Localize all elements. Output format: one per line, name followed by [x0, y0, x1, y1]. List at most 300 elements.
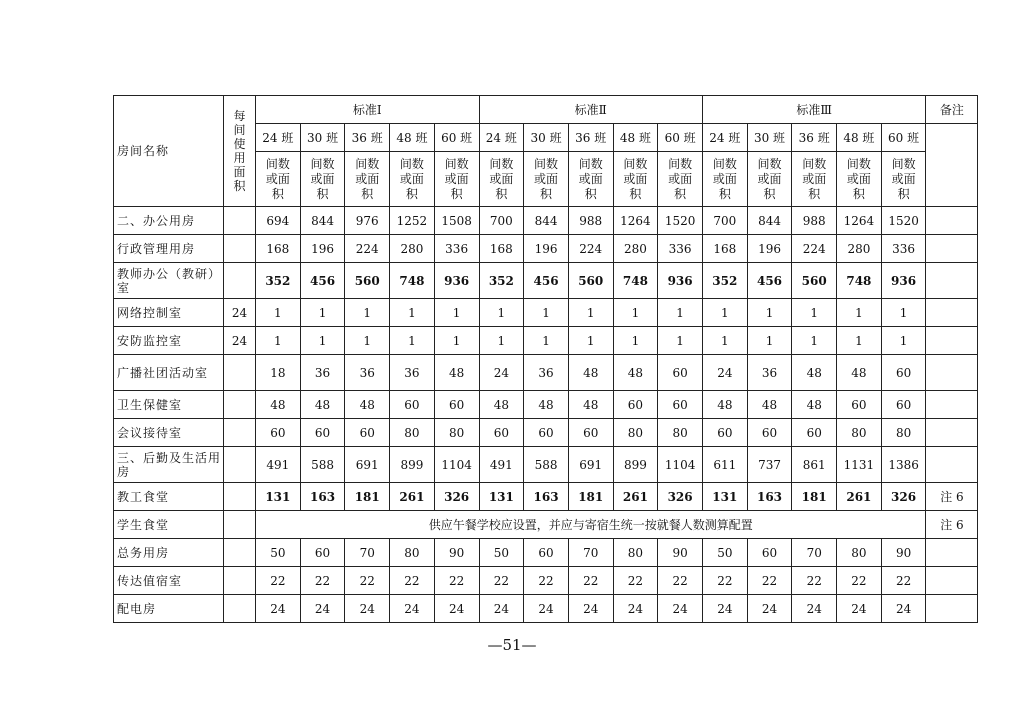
row-value: 588 — [524, 447, 569, 483]
row-per-room-area — [224, 483, 256, 511]
row-value: 1 — [837, 327, 882, 355]
row-value: 456 — [747, 263, 792, 299]
row-value: 1104 — [434, 447, 479, 483]
row-value: 844 — [524, 207, 569, 235]
row-value: 326 — [658, 483, 703, 511]
header-unit-text: 间数或面积 — [310, 156, 335, 201]
row-per-room-area — [224, 595, 256, 623]
row-remark — [926, 391, 978, 419]
row-room-name: 安防监控室 — [114, 327, 224, 355]
header-class-count: 36 班 — [792, 124, 837, 152]
row-value: 1104 — [658, 447, 703, 483]
row-value: 22 — [837, 567, 882, 595]
header-unit-text: 间数或面积 — [846, 156, 871, 201]
header-unit — [658, 152, 703, 207]
row-value: 80 — [390, 539, 435, 567]
row-value: 60 — [881, 355, 926, 391]
row-value: 24 — [345, 595, 390, 623]
row-value: 988 — [568, 207, 613, 235]
row-value: 936 — [881, 263, 926, 299]
row-per-room-area — [224, 419, 256, 447]
row-value: 326 — [434, 483, 479, 511]
row-value: 22 — [524, 567, 569, 595]
row-value: 224 — [568, 235, 613, 263]
header-unit — [792, 152, 837, 207]
row-value: 60 — [390, 391, 435, 419]
row-value: 48 — [568, 355, 613, 391]
row-room-name: 总务用房 — [114, 539, 224, 567]
row-merged-note: 供应午餐学校应设置，并应与寄宿生统一按就餐人数测算配置 — [256, 511, 926, 539]
row-value: 60 — [300, 419, 345, 447]
row-remark — [926, 567, 978, 595]
header-class-count: 30 班 — [524, 124, 569, 152]
row-value: 1 — [702, 299, 747, 327]
row-value: 48 — [479, 391, 524, 419]
row-value: 1 — [613, 299, 658, 327]
header-unit — [256, 152, 301, 207]
row-value: 1 — [881, 299, 926, 327]
row-value: 1 — [479, 299, 524, 327]
row-value: 224 — [345, 235, 390, 263]
row-value: 48 — [524, 391, 569, 419]
row-room-name: 行政管理用房 — [114, 235, 224, 263]
row-value: 24 — [702, 355, 747, 391]
row-value: 611 — [702, 447, 747, 483]
table-row — [114, 235, 978, 263]
row-value: 60 — [658, 355, 703, 391]
header-class-count: 48 班 — [837, 124, 882, 152]
header-unit — [300, 152, 345, 207]
row-value: 261 — [837, 483, 882, 511]
row-value: 899 — [390, 447, 435, 483]
row-value: 1 — [345, 299, 390, 327]
row-value: 336 — [881, 235, 926, 263]
row-value: 60 — [256, 419, 301, 447]
row-per-room-area: 24 — [224, 299, 256, 327]
row-per-room-area: 24 — [224, 327, 256, 355]
row-per-room-area — [224, 567, 256, 595]
row-per-room-area — [224, 263, 256, 299]
row-value: 80 — [390, 419, 435, 447]
row-value: 168 — [479, 235, 524, 263]
row-value: 24 — [613, 595, 658, 623]
header-class-count: 60 班 — [434, 124, 479, 152]
row-value: 700 — [702, 207, 747, 235]
row-value: 60 — [613, 391, 658, 419]
row-room-name: 网络控制室 — [114, 299, 224, 327]
row-value: 48 — [300, 391, 345, 419]
header-unit — [881, 152, 926, 207]
row-value: 1520 — [658, 207, 703, 235]
header-unit — [837, 152, 882, 207]
row-value: 24 — [837, 595, 882, 623]
row-value: 1131 — [837, 447, 882, 483]
row-value: 22 — [434, 567, 479, 595]
row-value: 844 — [300, 207, 345, 235]
row-value: 22 — [345, 567, 390, 595]
row-value: 224 — [792, 235, 837, 263]
row-remark — [926, 447, 978, 483]
row-value: 588 — [300, 447, 345, 483]
row-per-room-area — [224, 511, 256, 539]
row-remark — [926, 595, 978, 623]
row-value: 48 — [792, 355, 837, 391]
header-unit — [702, 152, 747, 207]
row-value: 899 — [613, 447, 658, 483]
row-value: 24 — [568, 595, 613, 623]
header-remarks-blank — [926, 124, 978, 207]
row-value: 1508 — [434, 207, 479, 235]
row-value: 48 — [434, 355, 479, 391]
row-remark — [926, 299, 978, 327]
header-unit — [390, 152, 435, 207]
row-value: 60 — [524, 539, 569, 567]
row-per-room-area — [224, 447, 256, 483]
row-remark — [926, 207, 978, 235]
row-value: 1 — [881, 327, 926, 355]
row-per-room-area — [224, 355, 256, 391]
row-value: 1 — [837, 299, 882, 327]
table-row — [114, 419, 978, 447]
row-value: 80 — [837, 419, 882, 447]
row-value: 24 — [256, 595, 301, 623]
row-value: 181 — [792, 483, 837, 511]
row-value: 1 — [613, 327, 658, 355]
row-value: 80 — [613, 419, 658, 447]
page-number: —51— — [487, 636, 537, 654]
row-value: 48 — [568, 391, 613, 419]
row-value: 163 — [524, 483, 569, 511]
table-row — [114, 447, 978, 483]
header-remarks: 备注 — [926, 96, 978, 124]
table-row — [114, 595, 978, 623]
row-value: 1 — [568, 327, 613, 355]
row-value: 352 — [702, 263, 747, 299]
row-value: 24 — [434, 595, 479, 623]
row-value: 36 — [524, 355, 569, 391]
header-unit-text: 间数或面积 — [355, 156, 380, 201]
table-row — [114, 327, 978, 355]
row-per-room-area — [224, 539, 256, 567]
row-value: 24 — [658, 595, 703, 623]
header-unit — [345, 152, 390, 207]
row-value: 131 — [256, 483, 301, 511]
row-remark — [926, 419, 978, 447]
row-value: 1 — [747, 327, 792, 355]
row-value: 48 — [256, 391, 301, 419]
row-value: 261 — [613, 483, 658, 511]
row-value: 48 — [613, 355, 658, 391]
row-value: 80 — [837, 539, 882, 567]
row-value: 196 — [524, 235, 569, 263]
row-value: 24 — [479, 355, 524, 391]
header-class-count: 24 班 — [702, 124, 747, 152]
row-value: 1 — [434, 299, 479, 327]
row-value: 22 — [568, 567, 613, 595]
header-class-count: 30 班 — [747, 124, 792, 152]
row-room-name: 教师办公（教研）室 — [114, 263, 224, 299]
row-value: 18 — [256, 355, 301, 391]
row-value: 36 — [345, 355, 390, 391]
header-class-count: 30 班 — [300, 124, 345, 152]
row-remark: 注 6 — [926, 483, 978, 511]
row-value: 163 — [747, 483, 792, 511]
row-value: 1 — [300, 327, 345, 355]
room-area-table — [113, 95, 978, 623]
row-remark — [926, 355, 978, 391]
row-value: 80 — [613, 539, 658, 567]
header-standard: 标准Ⅱ — [479, 96, 702, 124]
row-value: 491 — [256, 447, 301, 483]
row-value: 1 — [390, 299, 435, 327]
table-row — [114, 483, 978, 511]
row-value: 60 — [792, 419, 837, 447]
header-standard: 标准Ⅰ — [256, 96, 480, 124]
row-value: 131 — [702, 483, 747, 511]
row-value: 560 — [568, 263, 613, 299]
row-value: 1252 — [390, 207, 435, 235]
row-value: 60 — [434, 391, 479, 419]
row-value: 1386 — [881, 447, 926, 483]
header-class-count: 36 班 — [345, 124, 390, 152]
row-value: 80 — [658, 419, 703, 447]
row-value: 700 — [479, 207, 524, 235]
row-value: 60 — [747, 419, 792, 447]
row-value: 844 — [747, 207, 792, 235]
table-row — [114, 299, 978, 327]
row-value: 48 — [747, 391, 792, 419]
row-value: 80 — [434, 419, 479, 447]
row-value: 1264 — [837, 207, 882, 235]
row-value: 861 — [792, 447, 837, 483]
row-value: 70 — [345, 539, 390, 567]
row-value: 70 — [568, 539, 613, 567]
header-unit-text: 间数或面积 — [399, 156, 424, 201]
row-value: 936 — [434, 263, 479, 299]
row-value: 60 — [345, 419, 390, 447]
row-value: 48 — [345, 391, 390, 419]
row-value: 1 — [434, 327, 479, 355]
row-value: 280 — [613, 235, 658, 263]
row-value: 1 — [568, 299, 613, 327]
row-value: 168 — [256, 235, 301, 263]
row-value: 24 — [524, 595, 569, 623]
row-per-room-area — [224, 391, 256, 419]
row-value: 24 — [747, 595, 792, 623]
row-value: 36 — [747, 355, 792, 391]
row-value: 24 — [300, 595, 345, 623]
row-value: 60 — [658, 391, 703, 419]
row-value: 131 — [479, 483, 524, 511]
row-value: 50 — [479, 539, 524, 567]
header-class-count: 48 班 — [613, 124, 658, 152]
header-unit-text: 间数或面积 — [489, 156, 514, 201]
row-value: 1 — [256, 327, 301, 355]
header-unit-text: 间数或面积 — [891, 156, 916, 201]
table-row — [114, 263, 978, 299]
row-value: 163 — [300, 483, 345, 511]
row-value: 1 — [479, 327, 524, 355]
row-value: 90 — [658, 539, 703, 567]
row-value: 560 — [345, 263, 390, 299]
header-class-count: 48 班 — [390, 124, 435, 152]
row-value: 1 — [658, 327, 703, 355]
row-value: 491 — [479, 447, 524, 483]
row-value: 988 — [792, 207, 837, 235]
row-value: 456 — [524, 263, 569, 299]
row-value: 1 — [390, 327, 435, 355]
header-unit — [524, 152, 569, 207]
header-unit — [613, 152, 658, 207]
row-value: 24 — [390, 595, 435, 623]
table-row — [114, 355, 978, 391]
row-remark — [926, 327, 978, 355]
row-value: 60 — [568, 419, 613, 447]
row-value: 1 — [702, 327, 747, 355]
row-value: 1 — [658, 299, 703, 327]
row-value: 352 — [256, 263, 301, 299]
header-class-count: 24 班 — [256, 124, 301, 152]
row-value: 60 — [702, 419, 747, 447]
table-row — [114, 567, 978, 595]
row-value: 22 — [390, 567, 435, 595]
row-value: 60 — [300, 539, 345, 567]
row-value: 22 — [747, 567, 792, 595]
table-row — [114, 391, 978, 419]
row-value: 1 — [524, 327, 569, 355]
row-value: 24 — [792, 595, 837, 623]
row-value: 48 — [702, 391, 747, 419]
row-value: 36 — [300, 355, 345, 391]
row-room-name: 传达值宿室 — [114, 567, 224, 595]
row-value: 748 — [390, 263, 435, 299]
header-unit-text: 间数或面积 — [623, 156, 648, 201]
row-value: 60 — [524, 419, 569, 447]
row-value: 24 — [881, 595, 926, 623]
row-remark — [926, 235, 978, 263]
row-value: 22 — [256, 567, 301, 595]
row-value: 36 — [390, 355, 435, 391]
header-unit-text: 间数或面积 — [534, 156, 559, 201]
header-class-count: 60 班 — [658, 124, 703, 152]
row-value: 90 — [881, 539, 926, 567]
header-unit-text: 间数或面积 — [757, 156, 782, 201]
row-per-room-area — [224, 235, 256, 263]
row-remark — [926, 263, 978, 299]
row-value: 168 — [702, 235, 747, 263]
row-room-name: 会议接待室 — [114, 419, 224, 447]
header-per-room-area-text: 每间使用面积 — [233, 109, 246, 193]
row-value: 50 — [256, 539, 301, 567]
table-row — [114, 511, 978, 539]
row-value: 48 — [837, 355, 882, 391]
row-value: 737 — [747, 447, 792, 483]
row-value: 936 — [658, 263, 703, 299]
row-value: 22 — [702, 567, 747, 595]
row-value: 976 — [345, 207, 390, 235]
row-value: 22 — [881, 567, 926, 595]
row-room-name: 教工食堂 — [114, 483, 224, 511]
header-unit — [434, 152, 479, 207]
row-value: 22 — [613, 567, 658, 595]
header-per-room-area — [224, 96, 256, 207]
table-row — [114, 539, 978, 567]
row-value: 694 — [256, 207, 301, 235]
row-value: 326 — [881, 483, 926, 511]
row-value: 181 — [568, 483, 613, 511]
row-value: 352 — [479, 263, 524, 299]
table-row — [114, 207, 978, 235]
row-value: 90 — [434, 539, 479, 567]
header-unit-text: 间数或面积 — [712, 156, 737, 201]
row-value: 280 — [837, 235, 882, 263]
row-value: 24 — [479, 595, 524, 623]
row-value: 22 — [792, 567, 837, 595]
row-room-name: 三、后勤及生活用房 — [114, 447, 224, 483]
header-room-name: 房间名称 — [114, 96, 224, 207]
row-value: 1 — [747, 299, 792, 327]
header-class-count: 60 班 — [881, 124, 926, 152]
row-room-name: 学生食堂 — [114, 511, 224, 539]
row-value: 336 — [434, 235, 479, 263]
header-unit — [568, 152, 613, 207]
row-value: 22 — [658, 567, 703, 595]
row-value: 50 — [702, 539, 747, 567]
header-unit — [479, 152, 524, 207]
row-remark — [926, 539, 978, 567]
row-value: 456 — [300, 263, 345, 299]
header-unit-text: 间数或面积 — [444, 156, 469, 201]
header-class-count: 36 班 — [568, 124, 613, 152]
row-room-name: 广播社团活动室 — [114, 355, 224, 391]
row-value: 1 — [792, 327, 837, 355]
row-value: 691 — [568, 447, 613, 483]
row-value: 560 — [792, 263, 837, 299]
row-value: 196 — [747, 235, 792, 263]
row-value: 22 — [479, 567, 524, 595]
row-value: 1264 — [613, 207, 658, 235]
row-value: 1 — [792, 299, 837, 327]
row-room-name: 配电房 — [114, 595, 224, 623]
row-value: 48 — [792, 391, 837, 419]
row-value: 1520 — [881, 207, 926, 235]
row-value: 1 — [256, 299, 301, 327]
row-value: 261 — [390, 483, 435, 511]
row-value: 70 — [792, 539, 837, 567]
row-value: 748 — [837, 263, 882, 299]
row-value: 1 — [300, 299, 345, 327]
row-per-room-area — [224, 207, 256, 235]
row-value: 280 — [390, 235, 435, 263]
header-standard: 标准Ⅲ — [702, 96, 925, 124]
row-value: 60 — [479, 419, 524, 447]
row-value: 1 — [345, 327, 390, 355]
row-value: 80 — [881, 419, 926, 447]
row-room-name: 二、办公用房 — [114, 207, 224, 235]
row-value: 748 — [613, 263, 658, 299]
row-room-name: 卫生保健室 — [114, 391, 224, 419]
row-value: 22 — [300, 567, 345, 595]
row-value: 1 — [524, 299, 569, 327]
row-remark: 注 6 — [926, 511, 978, 539]
header-unit — [747, 152, 792, 207]
row-value: 196 — [300, 235, 345, 263]
row-value: 60 — [881, 391, 926, 419]
header-class-count: 24 班 — [479, 124, 524, 152]
row-value: 691 — [345, 447, 390, 483]
row-value: 336 — [658, 235, 703, 263]
header-unit-text: 间数或面积 — [668, 156, 693, 201]
